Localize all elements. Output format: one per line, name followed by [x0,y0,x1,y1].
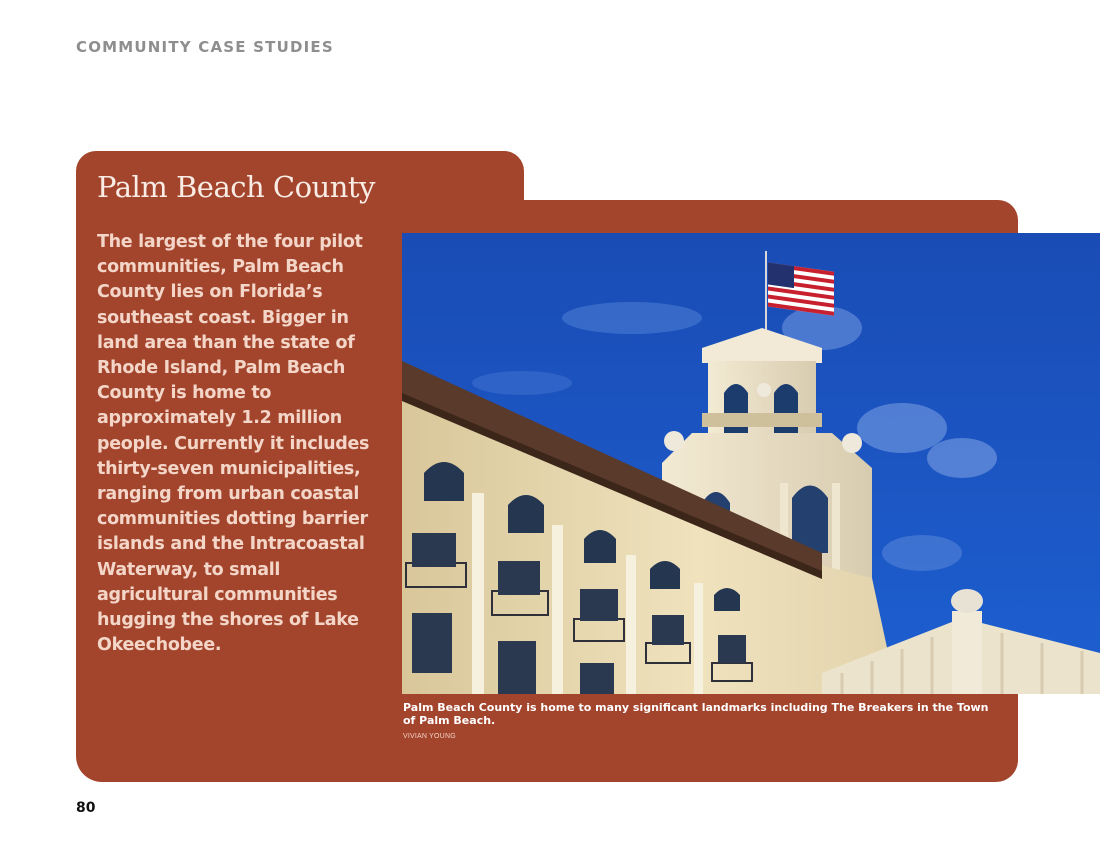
photo-caption: Palm Beach County is home to many significant landmarks including The Breakers in the Town of Palm Beach. [403,701,989,727]
breakers-hotel-photo [402,233,1100,694]
photo-credit: VIVIAN YOUNG [403,733,456,740]
american-flag-icon [768,262,834,315]
page-number: 80 [76,800,96,816]
page-title: Palm Beach County [97,170,375,204]
intro-paragraph: The largest of the four pilot communities, Palm Beach County lies on Florida’s southeast coast. Bigger in land area than the state of Rhode Island, Palm Beach County is home to approximately 1.2 million people. Currently it includes thirty-seven municipalities, ranging from urban coastal communities dotting barrier islands and the Intracoastal Waterway, to small agricultural communities hugging the shores of Lake Okeechobee. [97,232,370,656]
section-header: COMMUNITY CASE STUDIES [76,38,334,56]
